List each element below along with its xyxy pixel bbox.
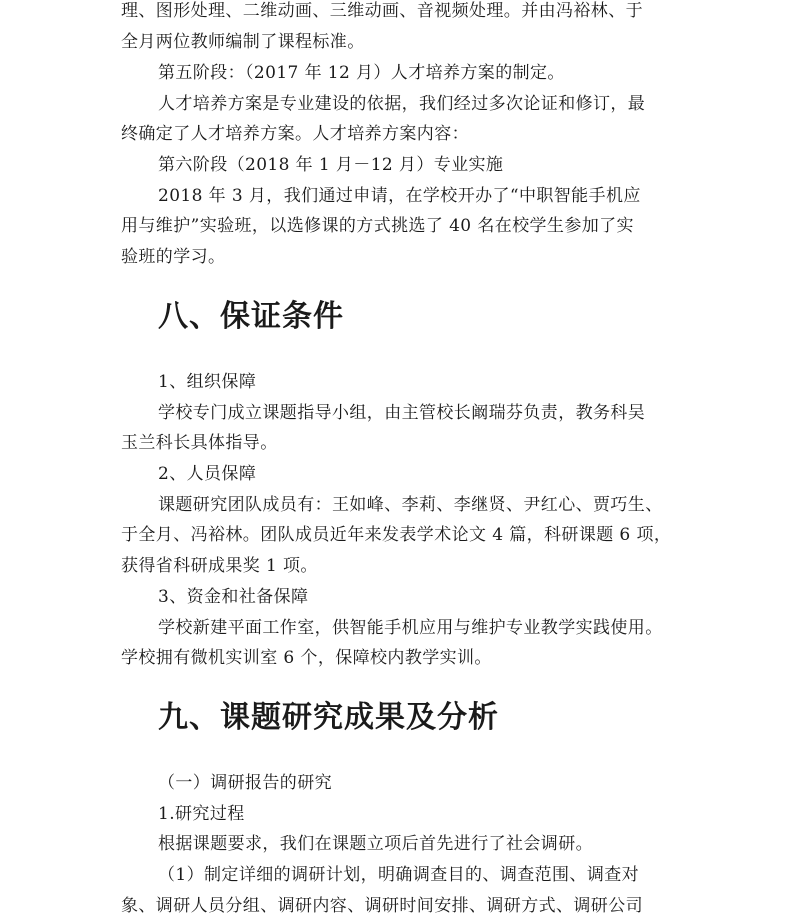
paragraph-line: 学校拥有微机实训室 6 个，保障校内教学实训。: [121, 648, 492, 668]
paragraph-line: 学校专门成立课题指导小组，由主管校长阚瑞芬负责，教务科吴: [158, 403, 646, 423]
section-heading-8: 八、保证条件: [158, 299, 344, 334]
paragraph-line: 终确定了人才培养方案。人才培养方案内容：: [121, 124, 469, 144]
paragraph-line: 验班的学习。: [121, 247, 226, 267]
subsection-title: 2、人员保障: [158, 464, 257, 484]
paragraph-line: 用与维护”实验班，以选修课的方式挑选了 40 名在校学生参加了实: [121, 216, 634, 236]
paragraph-line: 理、图形处理、二维动画、三维动画、音视频处理。并由冯裕林、于: [121, 1, 643, 21]
paragraph-line: 于全月、冯裕林。团队成员近年来发表学术论文 4 篇，科研课题 6 项，: [121, 525, 672, 545]
paragraph-line: 人才培养方案是专业建设的依据，我们经过多次论证和修订，最: [158, 94, 646, 114]
subsection-title: 1.研究过程: [158, 804, 245, 824]
subsection-title: （一）调研报告的研究: [158, 773, 332, 793]
subsection-title: 1、组织保障: [158, 372, 257, 392]
paragraph-line: 玉兰科长具体指导。: [121, 433, 278, 453]
paragraph-line: 学校新建平面工作室，供智能手机应用与维护专业教学实践使用。: [158, 618, 663, 638]
stage-five-title: 第五阶段：（2017 年 12 月）人才培养方案的制定。: [158, 63, 565, 83]
subsection-title: 3、资金和社备保障: [158, 587, 309, 607]
paragraph-line: 根据课题要求，我们在课题立项后首先进行了社会调研。: [158, 834, 593, 854]
paragraph-line: （1）制定详细的调研计划，明确调查目的、调查范围、调查对: [158, 865, 640, 885]
paragraph-line: 2018 年 3 月，我们通过申请，在学校开办了“中职智能手机应: [158, 186, 641, 206]
paragraph-line: 课题研究团队成员有：王如峰、李莉、李继贤、尹红心、贾巧生、: [158, 495, 663, 515]
paragraph-line: 全月两位教师编制了课程标准。: [121, 32, 365, 52]
paragraph-line: 获得省科研成果奖 1 项。: [121, 556, 318, 576]
section-heading-9: 九、课题研究成果及分析: [158, 700, 499, 735]
stage-six-title: 第六阶段（2018 年 1 月－12 月）专业实施: [158, 155, 504, 175]
paragraph-line: 象、调研人员分组、调研内容、调研时间安排、调研方式、调研公司: [121, 896, 643, 916]
